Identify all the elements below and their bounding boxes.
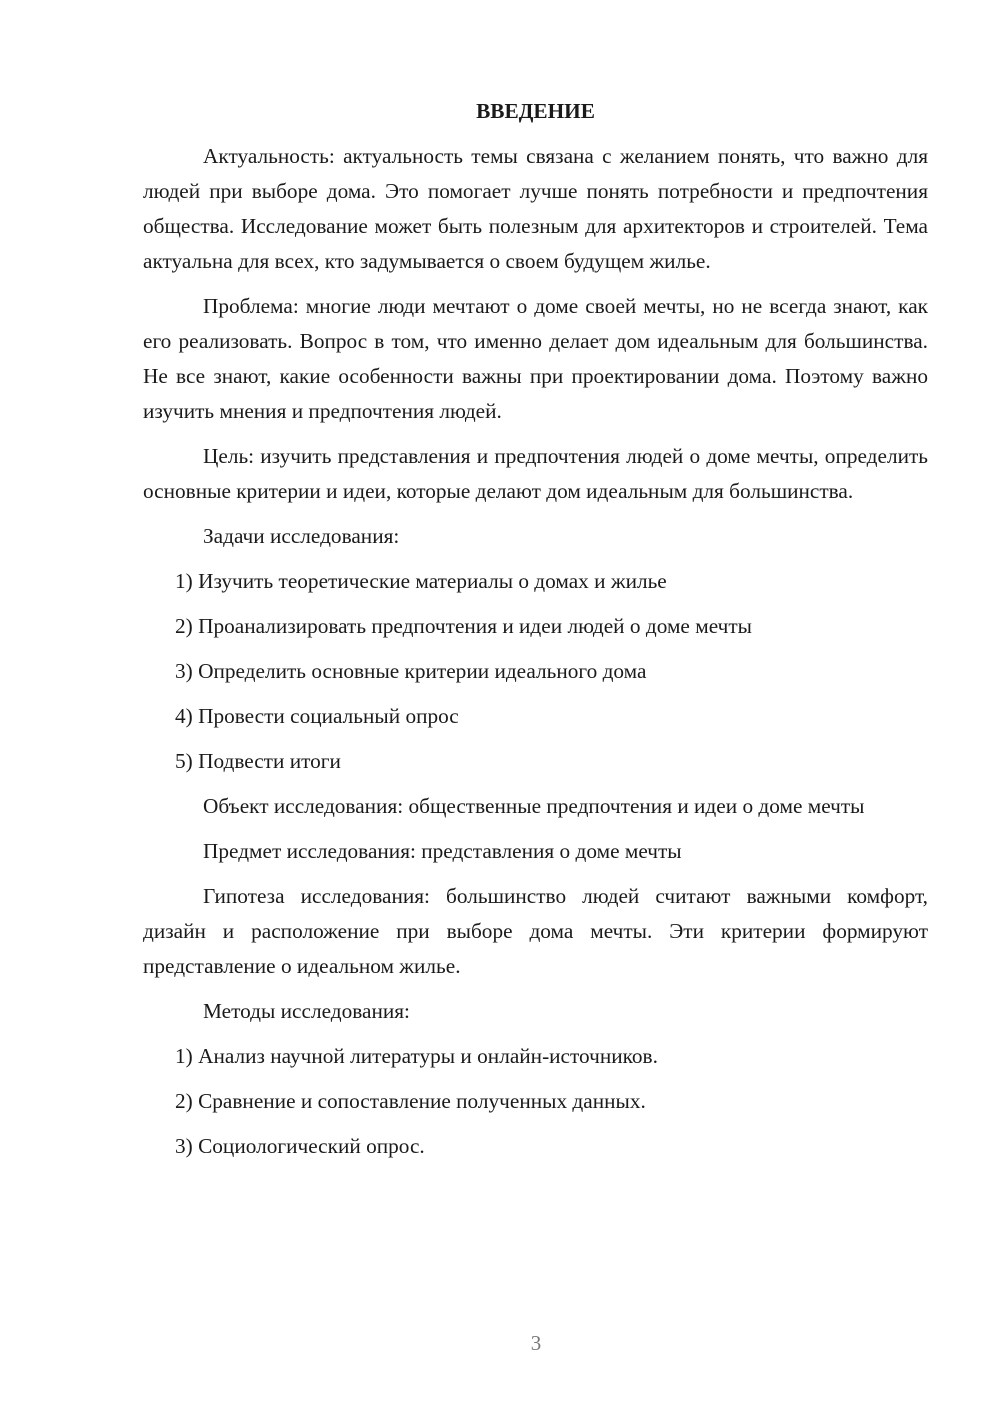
page-title: ВВЕДЕНИЕ bbox=[476, 99, 595, 123]
methods-label: Методы исследования: bbox=[203, 999, 410, 1023]
list-item: 1) Анализ научной литературы и онлайн-источников. bbox=[175, 1044, 658, 1068]
list-item: 2) Сравнение и сопоставление полученных данных. bbox=[175, 1089, 646, 1113]
object-paragraph: Объект исследования: общественные предпочтения и идеи о доме мечты bbox=[203, 794, 865, 818]
problem-paragraph: Проблема: многие люди мечтают о доме своей мечты, но не всегда знают, как его реализовать. Вопрос в том, что именно делает дом идеальным для большинства. Не все знают, какие особенности важны при проектировании дома. Поэтому важно изучить мнения и предпочтения людей. bbox=[143, 294, 928, 423]
list-item: 4) Провести социальный опрос bbox=[175, 704, 459, 728]
tasks-list bbox=[143, 564, 928, 779]
goal-paragraph: Цель: изучить представления и предпочтения людей о доме мечты, определить основные критерии и идеи, которые делают дом идеальным для большинства. bbox=[143, 444, 928, 503]
list-item: 5) Подвести итоги bbox=[175, 749, 341, 773]
list-item: 2) Проанализировать предпочтения и идеи людей о доме мечты bbox=[175, 614, 752, 638]
hypothesis-paragraph: Гипотеза исследования: большинство людей считают важными комфорт, дизайн и расположение при выборе дома мечты. Эти критерии формируют представление о идеальном жилье. bbox=[143, 884, 928, 978]
methods-list bbox=[143, 1039, 928, 1164]
list-item: 1) Изучить теоретические материалы о домах и жилье bbox=[175, 569, 667, 593]
document-page bbox=[143, 94, 928, 1174]
list-item: 3) Социологический опрос. bbox=[175, 1134, 425, 1158]
subject-paragraph: Предмет исследования: представления о доме мечты bbox=[203, 839, 682, 863]
page-number: 3 bbox=[530, 1331, 542, 1355]
actuality-paragraph: Актуальность: актуальность темы связана с желанием понять, что важно для людей при выборе дома. Это помогает лучше понять потребности и предпочтения общества. Исследование может быть полезным для архитекторов и строителей. Тема актуальна для всех, кто задумывается о своем будущем жилье. bbox=[143, 144, 928, 273]
tasks-label: Задачи исследования: bbox=[203, 524, 400, 548]
list-item: 3) Определить основные критерии идеального дома bbox=[175, 659, 647, 683]
